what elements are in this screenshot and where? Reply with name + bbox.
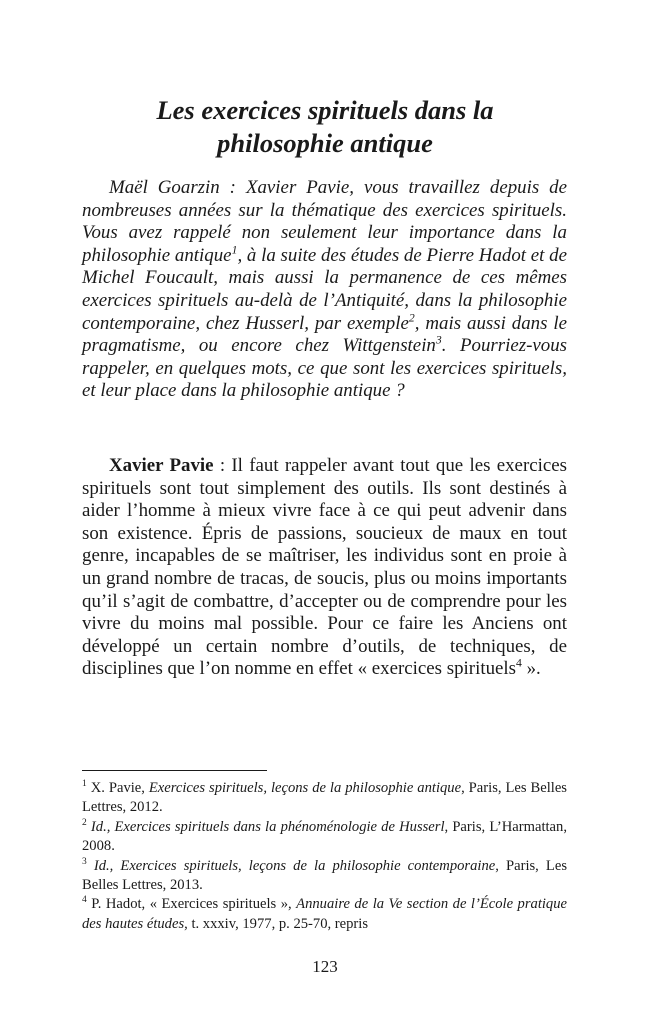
footnote-number: 2 (82, 817, 87, 828)
footnote-number: 1 (82, 779, 87, 790)
footnote-text: , Paris, L’Harmattan, 2008. (82, 818, 567, 855)
footnote-3 (82, 857, 567, 896)
footnote-text: X. Pavie, (86, 780, 149, 796)
chapter-title (0, 94, 650, 160)
footnote-work-title: Id., Exercices spirituels dans la phénoménologie de Husserl (90, 818, 445, 835)
question-text-4: . Pourriez-vous rappeler, en quelques mots, ce que sont les exercices spirituels, et leur place dans la philosophie antique ? (82, 335, 567, 402)
footnotes (82, 779, 567, 934)
answer-paragraph (82, 455, 567, 681)
question-text-2: , à la suite des études de Pierre Hadot et de Michel Foucault, mais aussi la permanence de ces mêmes exercices spirituels au-delà de l’Antiquité, dans la philosophie contemporaine, chez Husserl, par exemple (82, 244, 567, 334)
footnote-text: P. Hadot, « Exercices spirituels », (86, 896, 297, 913)
chapter-title-line-2: philosophie antique (217, 128, 433, 158)
footnote-text (87, 858, 94, 874)
question-text-1: Maël Goarzin : Xavier Pavie, vous travaillez depuis de nombreuses années sur la thématique des exercices spirituels. Vous avez rappelé non seulement leur importance dans la philosophie antique (82, 177, 567, 266)
footnote-number: 3 (82, 856, 87, 867)
footnote-separator (82, 770, 267, 771)
footnote-number: 4 (82, 895, 87, 906)
footnote-2 (82, 818, 567, 857)
speaker-name: Xavier Pavie (109, 455, 214, 476)
footnote-ref-3: 3 (435, 333, 442, 347)
footnote-work-title: Id., Exercices spirituels, leçons de la philosophie contemporaine (93, 857, 496, 874)
footnote-work-title: Exercices spirituels, leçons de la philosophie antique (148, 780, 462, 796)
footnote-4 (82, 895, 567, 934)
footnote-1 (82, 779, 567, 818)
answer-text-1: : Il faut rappeler avant tout que les exercices spirituels sont tout simplement des outils. Ils sont destinés à aider l’homme à mieux vivre face à ce qui peut advenir dans son existence. Épris de passions, soucieux de maux en tout genre, incapables de se maîtriser, les individus sont en proie à un grand nombre de tracas, de soucis, plus ou moins importants qu’il s’agit de combattre, d’accepter ou de comprendre pour les vivre du moins mal possible. Pour ce faire les Anciens ont développé un certain nombre d’outils, de techniques, de disciplines que l’on nomme en effet « exercices spirituels (82, 455, 567, 680)
footnote-ref-2: 2 (408, 311, 415, 325)
footnote-text: , Paris, Les Belles Lettres, 2013. (82, 857, 567, 894)
page-number: 123 (312, 957, 338, 976)
question-paragraph (82, 177, 567, 403)
footnote-ref-1: 1 (231, 243, 238, 257)
question-text-3: , mais aussi dans le pragmatisme, ou encore chez Wittgenstein (82, 312, 567, 357)
answer-text-2: ». (521, 658, 541, 680)
footnote-text: , t. xxxiv, 1977, p. 25-70, repris (184, 915, 369, 932)
footnote-text: , Paris, Les Belles Lettres, 2012. (82, 780, 567, 816)
footnote-ref-4: 4 (516, 657, 522, 671)
chapter-title-line-1: Les exercices spirituels dans la (156, 95, 494, 125)
footnote-work-title: Annuaire de la Ve section de l’École pratique des hautes études (82, 896, 567, 932)
